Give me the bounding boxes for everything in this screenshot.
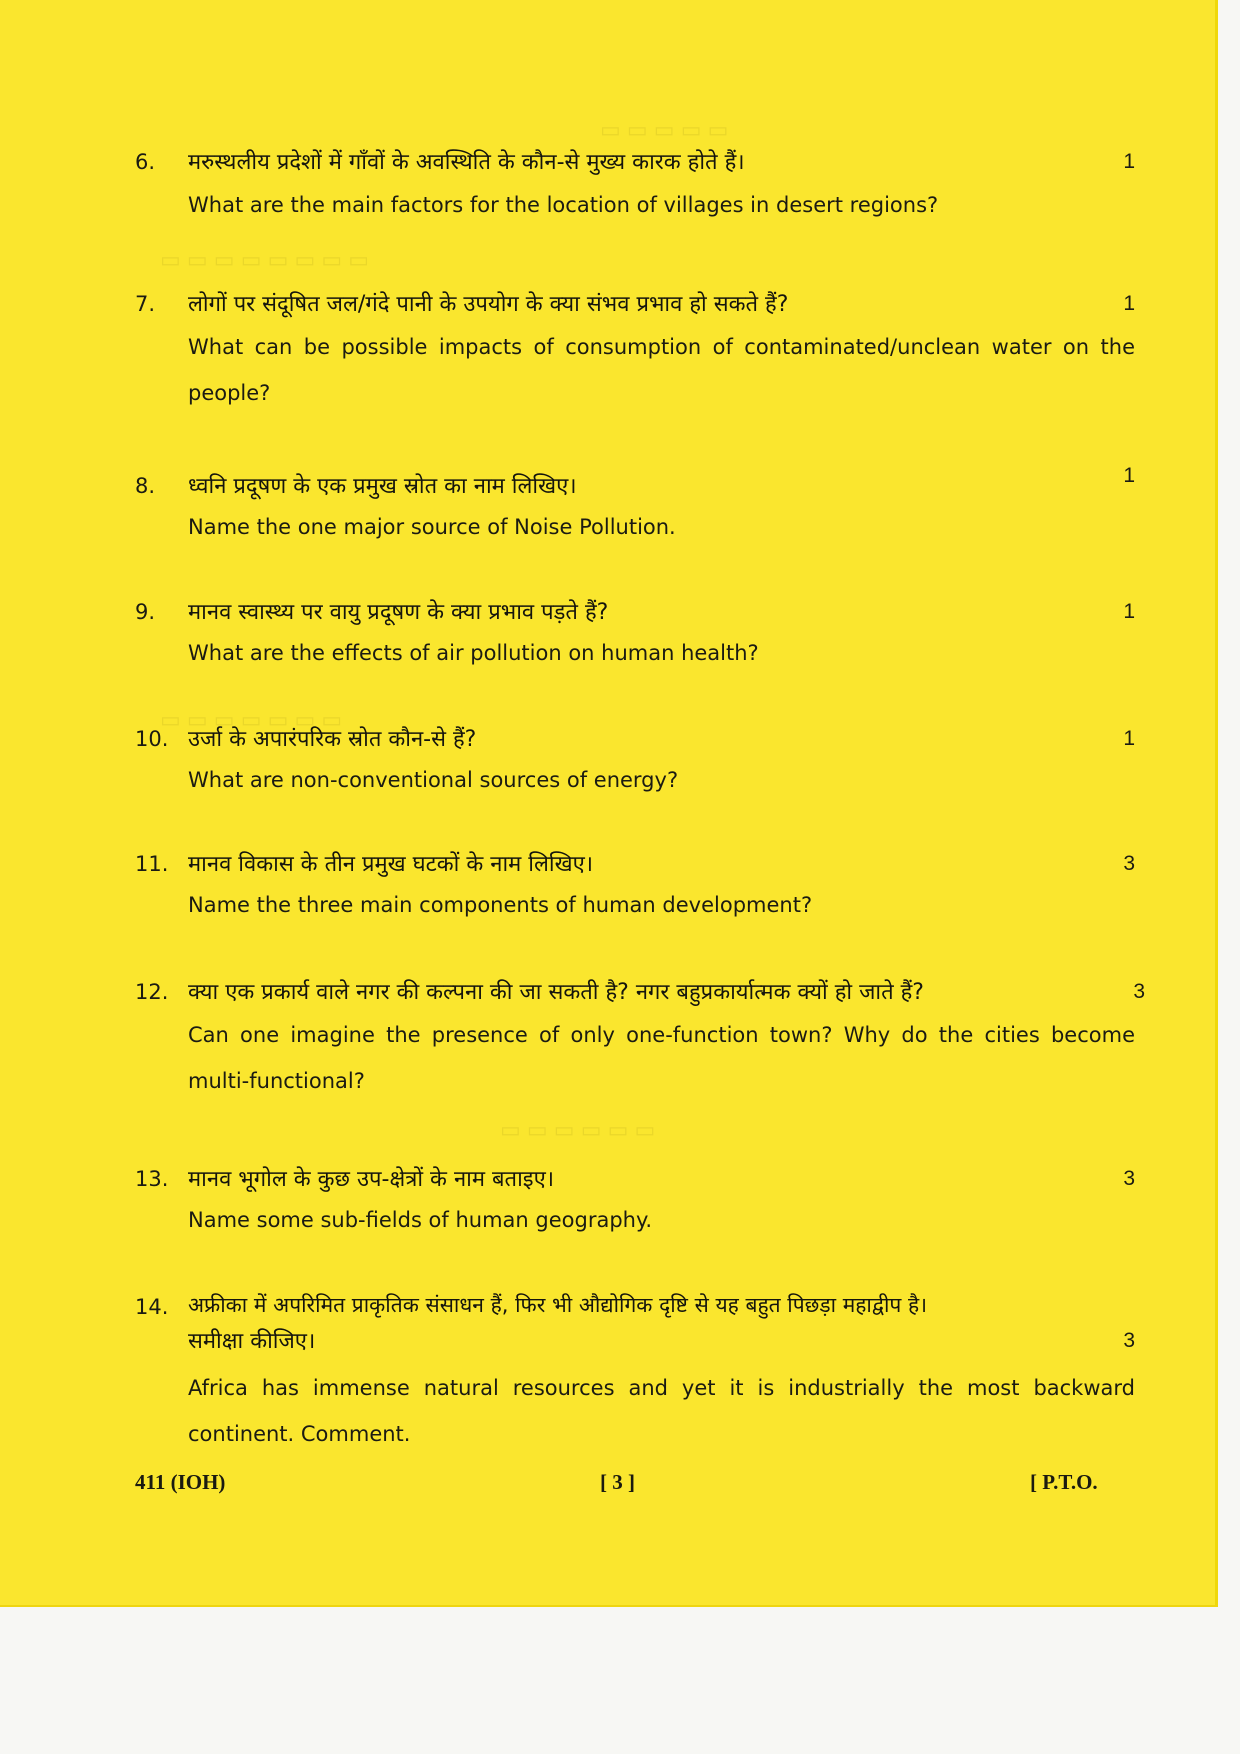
question-text-hindi-line2: समीक्षा कीजिए। [188, 1329, 316, 1354]
question-marks: 1 [1123, 727, 1135, 750]
question-7 [135, 292, 1135, 422]
question-8 [135, 464, 1135, 554]
question-marks: 3 [1123, 852, 1135, 875]
question-number: 8. [135, 474, 156, 498]
question-number: 11. [135, 852, 169, 876]
question-text-hindi: मरुस्थलीय प्रदेशों में गाँवों के अवस्थिति के कौन-से मुख्य कारक होते हैं। [188, 150, 745, 175]
question-text-english: Africa has immense natural resources and yet it is industrially the most backward continent. Comment. [188, 1376, 1135, 1446]
question-text-hindi: क्या एक प्रकार्य वाले नगर की कल्पना की जा सकती है? नगर बहुप्रकार्यात्मक क्यों हो जाते हैं? [188, 980, 924, 1005]
question-marks: 3 [1133, 980, 1145, 1003]
question-text-english: What are the main factors for the location of villages in desert regions? [188, 193, 939, 217]
question-text-english: What are the effects of air pollution on human health? [188, 641, 759, 665]
question-text-hindi: मानव विकास के तीन प्रमुख घटकों के नाम लिखिए। [188, 852, 594, 877]
question-6 [135, 150, 1135, 230]
question-marks: 3 [1123, 1329, 1135, 1352]
question-number: 12. [135, 980, 169, 1004]
question-marks: 1 [1123, 292, 1135, 315]
bleed-through-decoration: ▭ ▭ ▭ ▭ ▭ ▭ ▭ ▭ [160, 247, 370, 272]
question-number: 14. [135, 1295, 169, 1319]
question-text-hindi: मानव भूगोल के कुछ उप-क्षेत्रों के नाम बताइए। [188, 1167, 555, 1192]
paper-code: 411 (IOH) [135, 1470, 226, 1494]
question-14 [135, 1295, 1135, 1455]
question-text-hindi: ध्वनि प्रदूषण के एक प्रमुख स्रोत का नाम लिखिए। [188, 474, 577, 499]
bleed-through-decoration: ▭ ▭ ▭ ▭ ▭ ▭ [500, 1117, 656, 1142]
page-number: [ 3 ] [600, 1470, 635, 1494]
question-text-hindi: मानव स्वास्थ्य पर वायु प्रदूषण के क्या प्रभाव पड़ते हैं? [188, 600, 609, 625]
question-marks: 1 [1123, 150, 1135, 173]
question-number: 6. [135, 150, 156, 174]
question-11 [135, 852, 1135, 932]
question-marks: 3 [1123, 1167, 1135, 1190]
question-text-english: What can be possible impacts of consumption of contaminated/unclean water on the people? [188, 335, 1135, 405]
question-text-english: What are non-conventional sources of energy? [188, 768, 679, 792]
question-10 [135, 727, 1135, 807]
question-marks: 1 [1123, 600, 1135, 623]
question-12 [135, 980, 1145, 1110]
question-marks: 1 [1123, 464, 1135, 487]
question-number: 10. [135, 727, 169, 751]
bleed-through-decoration: ▭ ▭ ▭ ▭ ▭ [600, 117, 729, 142]
question-text-english: Name the three main components of human development? [188, 893, 813, 917]
question-text-hindi: अफ्रीका में अपरिमित प्राकृतिक संसाधन हैं, फिर भी औद्योगिक दृष्टि से यह बहुत पिछड़ा महाद्वीप है। [188, 1293, 928, 1317]
please-turn-over: [ P.T.O. [1030, 1470, 1098, 1494]
question-number: 7. [135, 292, 156, 316]
question-text-hindi: उर्जा के अपारंपरिक स्रोत कौन-से हैं? [188, 727, 477, 752]
question-text-english: Can one imagine the presence of only one-function town? Why do the cities become multi-functional? [188, 1023, 1135, 1093]
question-text-english: Name some sub-fields of human geography. [188, 1208, 653, 1232]
question-9 [135, 600, 1135, 680]
question-number: 9. [135, 600, 156, 624]
question-13 [135, 1167, 1135, 1247]
question-number: 13. [135, 1167, 169, 1191]
question-text-english: Name the one major source of Noise Pollution. [188, 515, 676, 539]
question-text-hindi: लोगों पर संदूषित जल/गंदे पानी के उपयोग के क्या संभव प्रभाव हो सकते हैं? [188, 292, 789, 317]
bleed-through-decoration: ▭ ▭ ▭ ▭ ▭ ▭ ▭ [160, 707, 343, 732]
